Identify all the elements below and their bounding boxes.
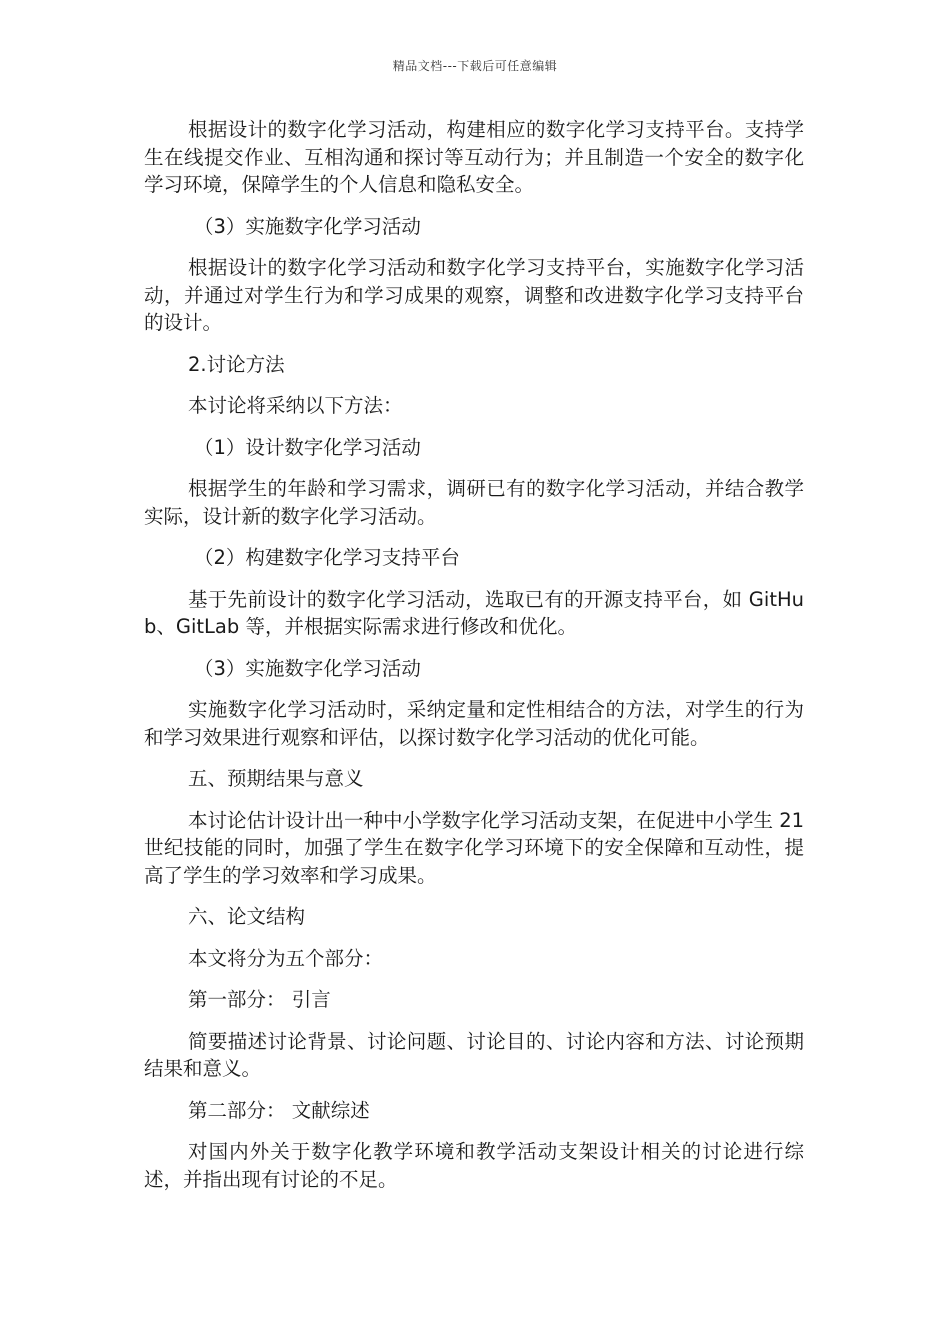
- page-header: 精品文档---下载后可任意编辑: [392, 59, 558, 73]
- part-heading: 第一部分： 引言: [188, 988, 331, 1011]
- paragraph: 根据学生的年龄和学习需求，调研已有的数字化学习活动，并结合教学实际，设计新的数字化学习活动。: [144, 477, 804, 528]
- section-heading: 六、论文结构: [188, 905, 306, 928]
- subheading: （1）设计数字化学习活动: [194, 435, 421, 459]
- subheading: （3）实施数字化学习活动: [194, 656, 421, 680]
- document-body: [144, 116, 804, 1207]
- section-heading: 五、预期结果与意义: [188, 767, 364, 790]
- paragraph: 简要描述讨论背景、讨论问题、讨论目的、讨论内容和方法、讨论预期结果和意义。: [144, 1029, 804, 1080]
- part-heading: 第二部分： 文献综述: [188, 1098, 370, 1122]
- section-heading: 2.讨论方法: [188, 352, 285, 376]
- subheading: （3）实施数字化学习活动: [194, 214, 421, 238]
- section-intro: 本文将分为五个部分：: [188, 946, 384, 970]
- paragraph: 本讨论估计设计出一种中小学数字化学习活动支架，在促进中小学生 21 世纪技能的同时，加强了学生在数字化学习环境下的安全保障和互动性，提高了学生的学习效率和学习成果。: [144, 808, 805, 887]
- paragraph: 根据设计的数字化学习活动和数字化学习支持平台，实施数字化学习活动，并通过对学生行为和学习成果的观察，调整和改进数字化学习支持平台的设计。: [144, 256, 804, 334]
- paragraph: 根据设计的数字化学习活动，构建相应的数字化学习支持平台。支持学生在线提交作业、互相沟通和探讨等互动行为；并且制造一个安全的数字化学习环境，保障学生的个人信息和隐私安全。: [144, 118, 804, 196]
- subheading: （2）构建数字化学习支持平台: [194, 546, 460, 569]
- paragraph: 实施数字化学习活动时，采纳定量和定性相结合的方法，对学生的行为和学习效果进行观察和评估，以探讨数字化学习活动的优化可能。: [144, 698, 804, 749]
- paragraph: 对国内外关于数字化教学环境和教学活动支架设计相关的讨论进行综述，并指出现有讨论的不足。: [144, 1140, 804, 1191]
- paragraph: 基于先前设计的数字化学习活动，选取已有的开源支持平台，如 GitHub、GitLab 等，并根据实际需求进行修改和优化。: [144, 587, 804, 638]
- section-intro: 本讨论将采纳以下方法：: [188, 394, 403, 417]
